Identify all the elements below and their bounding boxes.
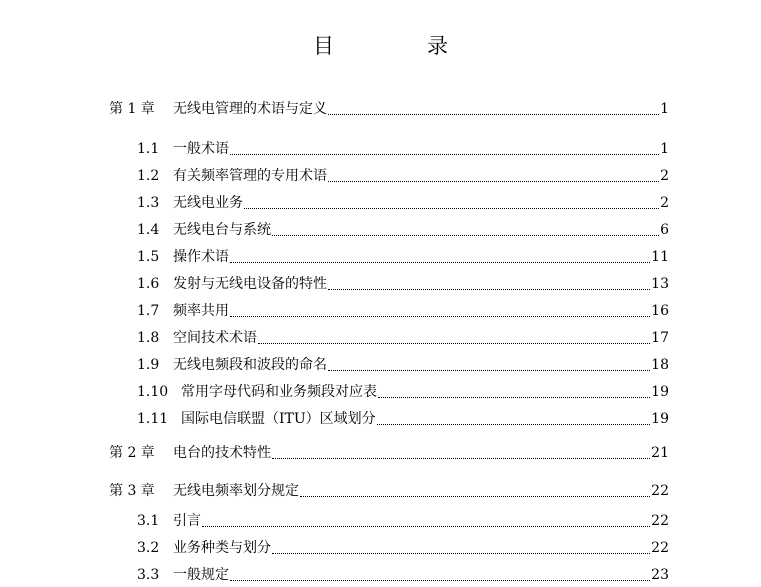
dot-leader — [272, 458, 650, 459]
toc-entry-3-1[interactable] — [137, 511, 669, 531]
toc-entry-title: 电台的技术特性 — [173, 445, 271, 461]
toc-entry-number: 第 2 章 — [109, 445, 155, 461]
dot-leader — [258, 343, 650, 344]
toc-entry-page: 2 — [660, 168, 669, 184]
toc-entry-number: 1.2 — [137, 168, 160, 184]
dot-leader — [377, 424, 651, 425]
toc-entry-page: 13 — [651, 276, 669, 292]
dot-leader — [328, 370, 650, 371]
toc-entry-1-1[interactable] — [137, 139, 669, 159]
toc-entry-title: 常用字母代码和业务频段对应表 — [181, 384, 377, 400]
toc-entry-page: 22 — [651, 483, 669, 499]
toc-entry-number: 1.5 — [137, 249, 160, 265]
toc-entry-1-8[interactable] — [137, 328, 669, 348]
toc-entry-page: 2 — [660, 195, 669, 211]
toc-entry-page: 19 — [651, 411, 669, 427]
toc-entry-number: 第 1 章 — [109, 101, 155, 117]
toc-entry-3-3[interactable] — [137, 565, 669, 585]
toc-entry-title: 国际电信联盟（ITU）区域划分 — [181, 411, 376, 427]
toc-entry-title: 一般规定 — [173, 567, 229, 583]
toc-entry-title: 有关频率管理的专用术语 — [173, 168, 327, 184]
dot-leader — [328, 181, 659, 182]
toc-entry-page: 11 — [651, 249, 669, 265]
dot-leader — [230, 262, 650, 263]
toc-entry-number: 第 3 章 — [109, 483, 155, 499]
toc-entry-page: 22 — [651, 513, 669, 529]
toc-entry-page: 17 — [651, 330, 669, 346]
toc-entry-1-7[interactable] — [137, 301, 669, 321]
toc-entry-title: 无线电台与系统 — [173, 222, 271, 238]
dot-leader — [300, 496, 650, 497]
toc-entry-title: 频率共用 — [173, 303, 229, 319]
dot-leader — [272, 235, 659, 236]
toc-entry-number: 3.3 — [137, 567, 160, 583]
dot-leader — [244, 208, 659, 209]
toc-entry-chapter-2[interactable] — [109, 443, 669, 463]
toc-entry-1-5[interactable] — [137, 247, 669, 267]
toc-entry-1-2[interactable] — [137, 166, 669, 186]
toc-entry-number: 1.9 — [137, 357, 160, 373]
toc-entry-page: 22 — [651, 540, 669, 556]
toc-entry-page: 16 — [651, 303, 669, 319]
toc-entry-page: 18 — [651, 357, 669, 373]
toc-entry-title: 无线电业务 — [173, 195, 243, 211]
toc-entry-number: 1.7 — [137, 303, 160, 319]
toc-entry-number: 1.6 — [137, 276, 160, 292]
toc-entry-1-6[interactable] — [137, 274, 669, 294]
dot-leader — [328, 114, 659, 115]
toc-entry-number: 1.4 — [137, 222, 160, 238]
toc-entry-title: 无线电管理的术语与定义 — [173, 101, 327, 117]
toc-entry-1-11[interactable] — [137, 409, 669, 429]
toc-entry-title: 业务种类与划分 — [173, 540, 271, 556]
toc-entry-page: 1 — [660, 141, 669, 157]
toc-entry-page: 21 — [651, 445, 669, 461]
toc-entry-title: 空间技术术语 — [173, 330, 257, 346]
toc-entry-number: 1.1 — [137, 141, 160, 157]
toc-entry-page: 19 — [651, 384, 669, 400]
dot-leader — [230, 154, 659, 155]
toc-entry-title: 引言 — [173, 513, 201, 529]
toc-entry-title: 无线电频段和波段的命名 — [173, 357, 327, 373]
toc-entry-chapter-3[interactable] — [109, 481, 669, 501]
toc-entry-title: 无线电频率划分规定 — [173, 483, 299, 499]
dot-leader — [230, 316, 650, 317]
toc-entry-chapter-1[interactable] — [109, 99, 669, 119]
toc-entry-page: 23 — [651, 567, 669, 583]
toc-entry-title: 操作术语 — [173, 249, 229, 265]
dot-leader — [202, 526, 650, 527]
toc-entry-1-10[interactable] — [137, 382, 669, 402]
dot-leader — [230, 580, 650, 581]
toc-entry-1-4[interactable] — [137, 220, 669, 240]
toc-entry-page: 6 — [660, 222, 669, 238]
dot-leader — [378, 397, 650, 398]
toc-entry-number: 1.8 — [137, 330, 160, 346]
toc-entry-number: 3.1 — [137, 513, 160, 529]
toc-entry-number: 1.10 — [137, 384, 169, 400]
toc-entry-1-3[interactable] — [137, 193, 669, 213]
dot-leader — [272, 553, 650, 554]
toc-entry-number: 1.11 — [137, 411, 169, 427]
dot-leader — [328, 289, 650, 290]
toc-entry-page: 1 — [660, 101, 669, 117]
toc-entry-title: 发射与无线电设备的特性 — [173, 276, 327, 292]
page-title: 目 录 — [313, 34, 484, 58]
toc-entry-1-9[interactable] — [137, 355, 669, 375]
toc-entry-title: 一般术语 — [173, 141, 229, 157]
toc-entry-number: 3.2 — [137, 540, 160, 556]
toc-entry-number: 1.3 — [137, 195, 160, 211]
toc-entry-3-2[interactable] — [137, 538, 669, 558]
